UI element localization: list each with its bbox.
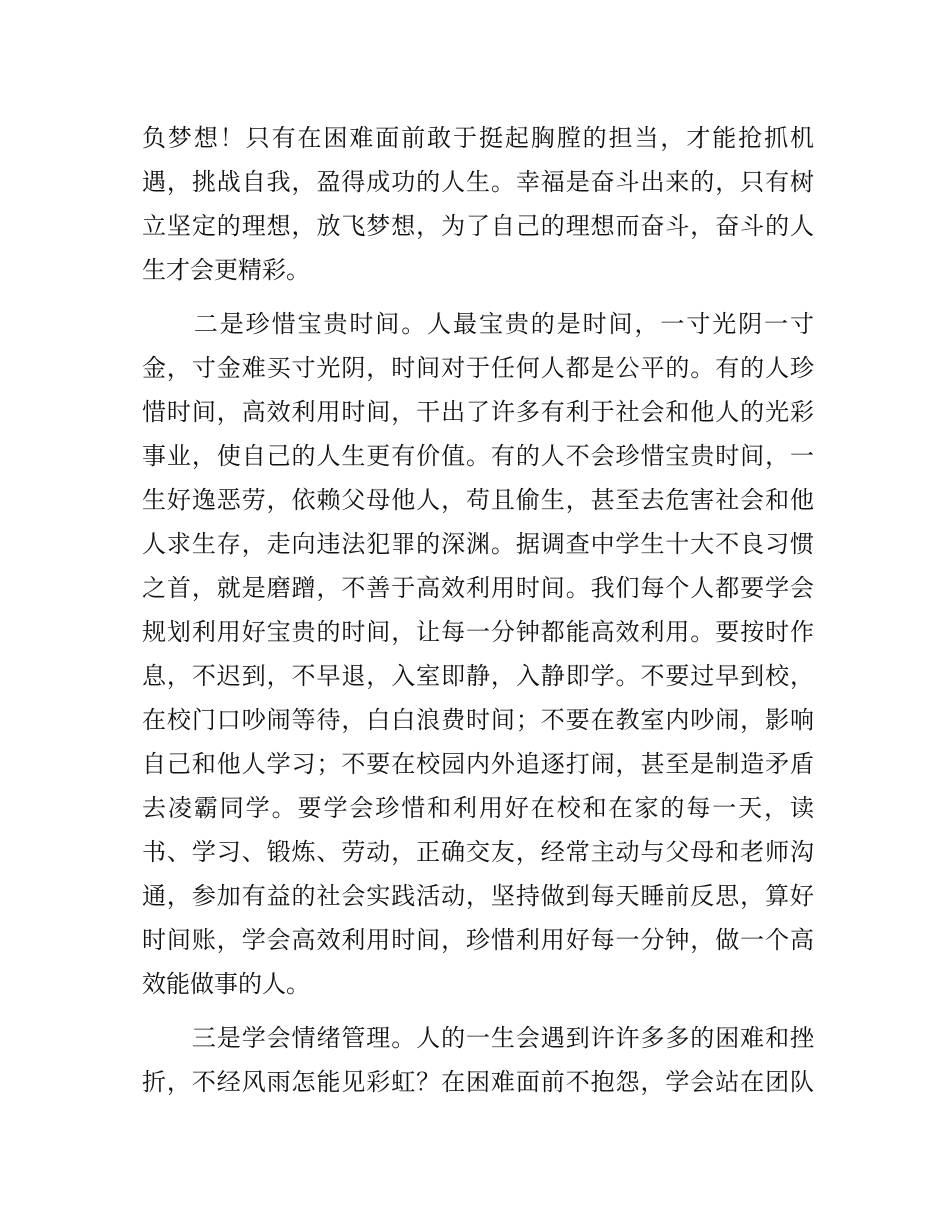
text-line: 书、学习、锻炼、劳动，正确交友，经常主动与父母和老师沟 [142,838,814,866]
text-line: 遇，挑战自我，盈得成功的人生。幸福是奋斗出来的，只有树 [142,168,814,196]
text-line: 在校门口吵闹等待，白白浪费时间；不要在教室内吵闹，影响 [142,706,814,734]
text-line: 惜时间，高效利用时间，干出了许多有利于社会和他人的光彩 [142,398,814,426]
text-line: 去凌霸同学。要学会珍惜和利用好在校和在家的每一天，读 [142,794,814,822]
text-line: 生才会更精彩。 [142,256,310,284]
text-line: 时间账，学会高效利用时间，珍惜利用好每一分钟，做一个高 [142,926,814,954]
text-line: 负梦想！只有在困难面前敢于挺起胸膛的担当，才能抢抓机 [142,124,814,152]
text-line: 事业，使自己的人生更有价值。有的人不会珍惜宝贵时间，一 [142,442,814,470]
text-line: 规划利用好宝贵的时间，让每一分钟都能高效利用。要按时作 [142,618,814,646]
paragraph-1 [142,116,814,292]
body-text [142,116,814,1104]
paragraph-3 [142,1016,814,1104]
text-line: 自己和他人学习；不要在校园内外追逐打闹，甚至是制造矛盾 [142,750,814,778]
text-line: 金，寸金难买寸光阴，时间对于任何人都是公平的。有的人珍 [142,354,814,382]
text-line: 三是学会情绪管理。人的一生会遇到许许多多的困难和挫 [142,1024,814,1052]
paragraph-2 [142,302,814,1006]
text-line: 立坚定的理想，放飞梦想，为了自己的理想而奋斗，奋斗的人 [142,212,814,240]
text-line: 人求生存，走向违法犯罪的深渊。据调查中学生十大不良习惯 [142,530,814,558]
text-line: 通，参加有益的社会实践活动，坚持做到每天睡前反思，算好 [142,882,814,910]
text-line: 生好逸恶劳，依赖父母他人，苟且偷生，甚至去危害社会和他 [142,486,814,514]
text-line: 效能做事的人。 [142,970,310,998]
text-line: 之首，就是磨蹭，不善于高效利用时间。我们每个人都要学会 [142,574,814,602]
text-line: 折，不经风雨怎能见彩虹？在困难面前不抱怨，学会站在团队 [142,1068,814,1096]
text-line: 息，不迟到，不早退，入室即静，入静即学。不要过早到校， [142,662,814,690]
text-line: 二是珍惜宝贵时间。人最宝贵的是时间，一寸光阴一寸 [142,310,814,338]
